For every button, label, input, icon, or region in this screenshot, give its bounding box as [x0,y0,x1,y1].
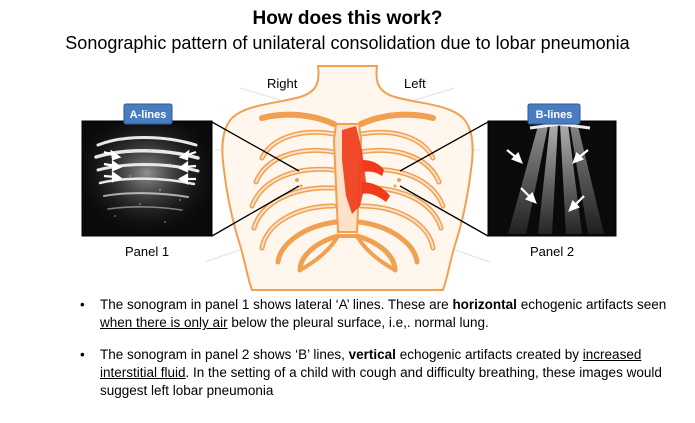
svg-text:B-lines: B-lines [535,109,573,121]
underlined-phrase: increased interstitial fluid [100,347,642,380]
slide-subtitle: Sonographic pattern of unilateral consolidation due to lobar pneumonia [65,33,630,53]
panel-1-label: Panel 1 [124,244,170,259]
note-panel-1: • The sonogram in panel 1 shows lateral ‘A’ lines. These are horizontal echogenic artifacts seen when there is only air below the pleural surface, i.e,. normal lung. [80,297,667,330]
chest-outline-illustration [222,66,472,290]
emphasis-vertical: vertical [348,347,396,362]
emphasis-horizontal: horizontal [452,297,517,312]
explanation-notes [80,296,690,414]
ultrasound-a-lines-image [82,121,212,236]
ultrasound-b-lines-image [488,121,616,236]
underlined-phrase: when there is only air [100,315,228,330]
bullet: • [80,297,85,312]
svg-text:A-lines: A-lines [129,109,167,121]
b-lines-tag [528,104,580,124]
right-label: Right [267,76,298,91]
slide-title: How does this work? [252,8,443,29]
left-label: Left [404,76,426,91]
bullet: • [80,347,85,362]
panel-2-label: Panel 2 [529,244,575,259]
a-lines-tag [124,104,172,124]
note-panel-2: • The sonogram in panel 2 shows ‘B’ lines, vertical echogenic artifacts created by increased interstitial fluid. In the setting of a child with cough and difficulty breathing, these images would suggest left lobar pneumonia [80,347,662,398]
